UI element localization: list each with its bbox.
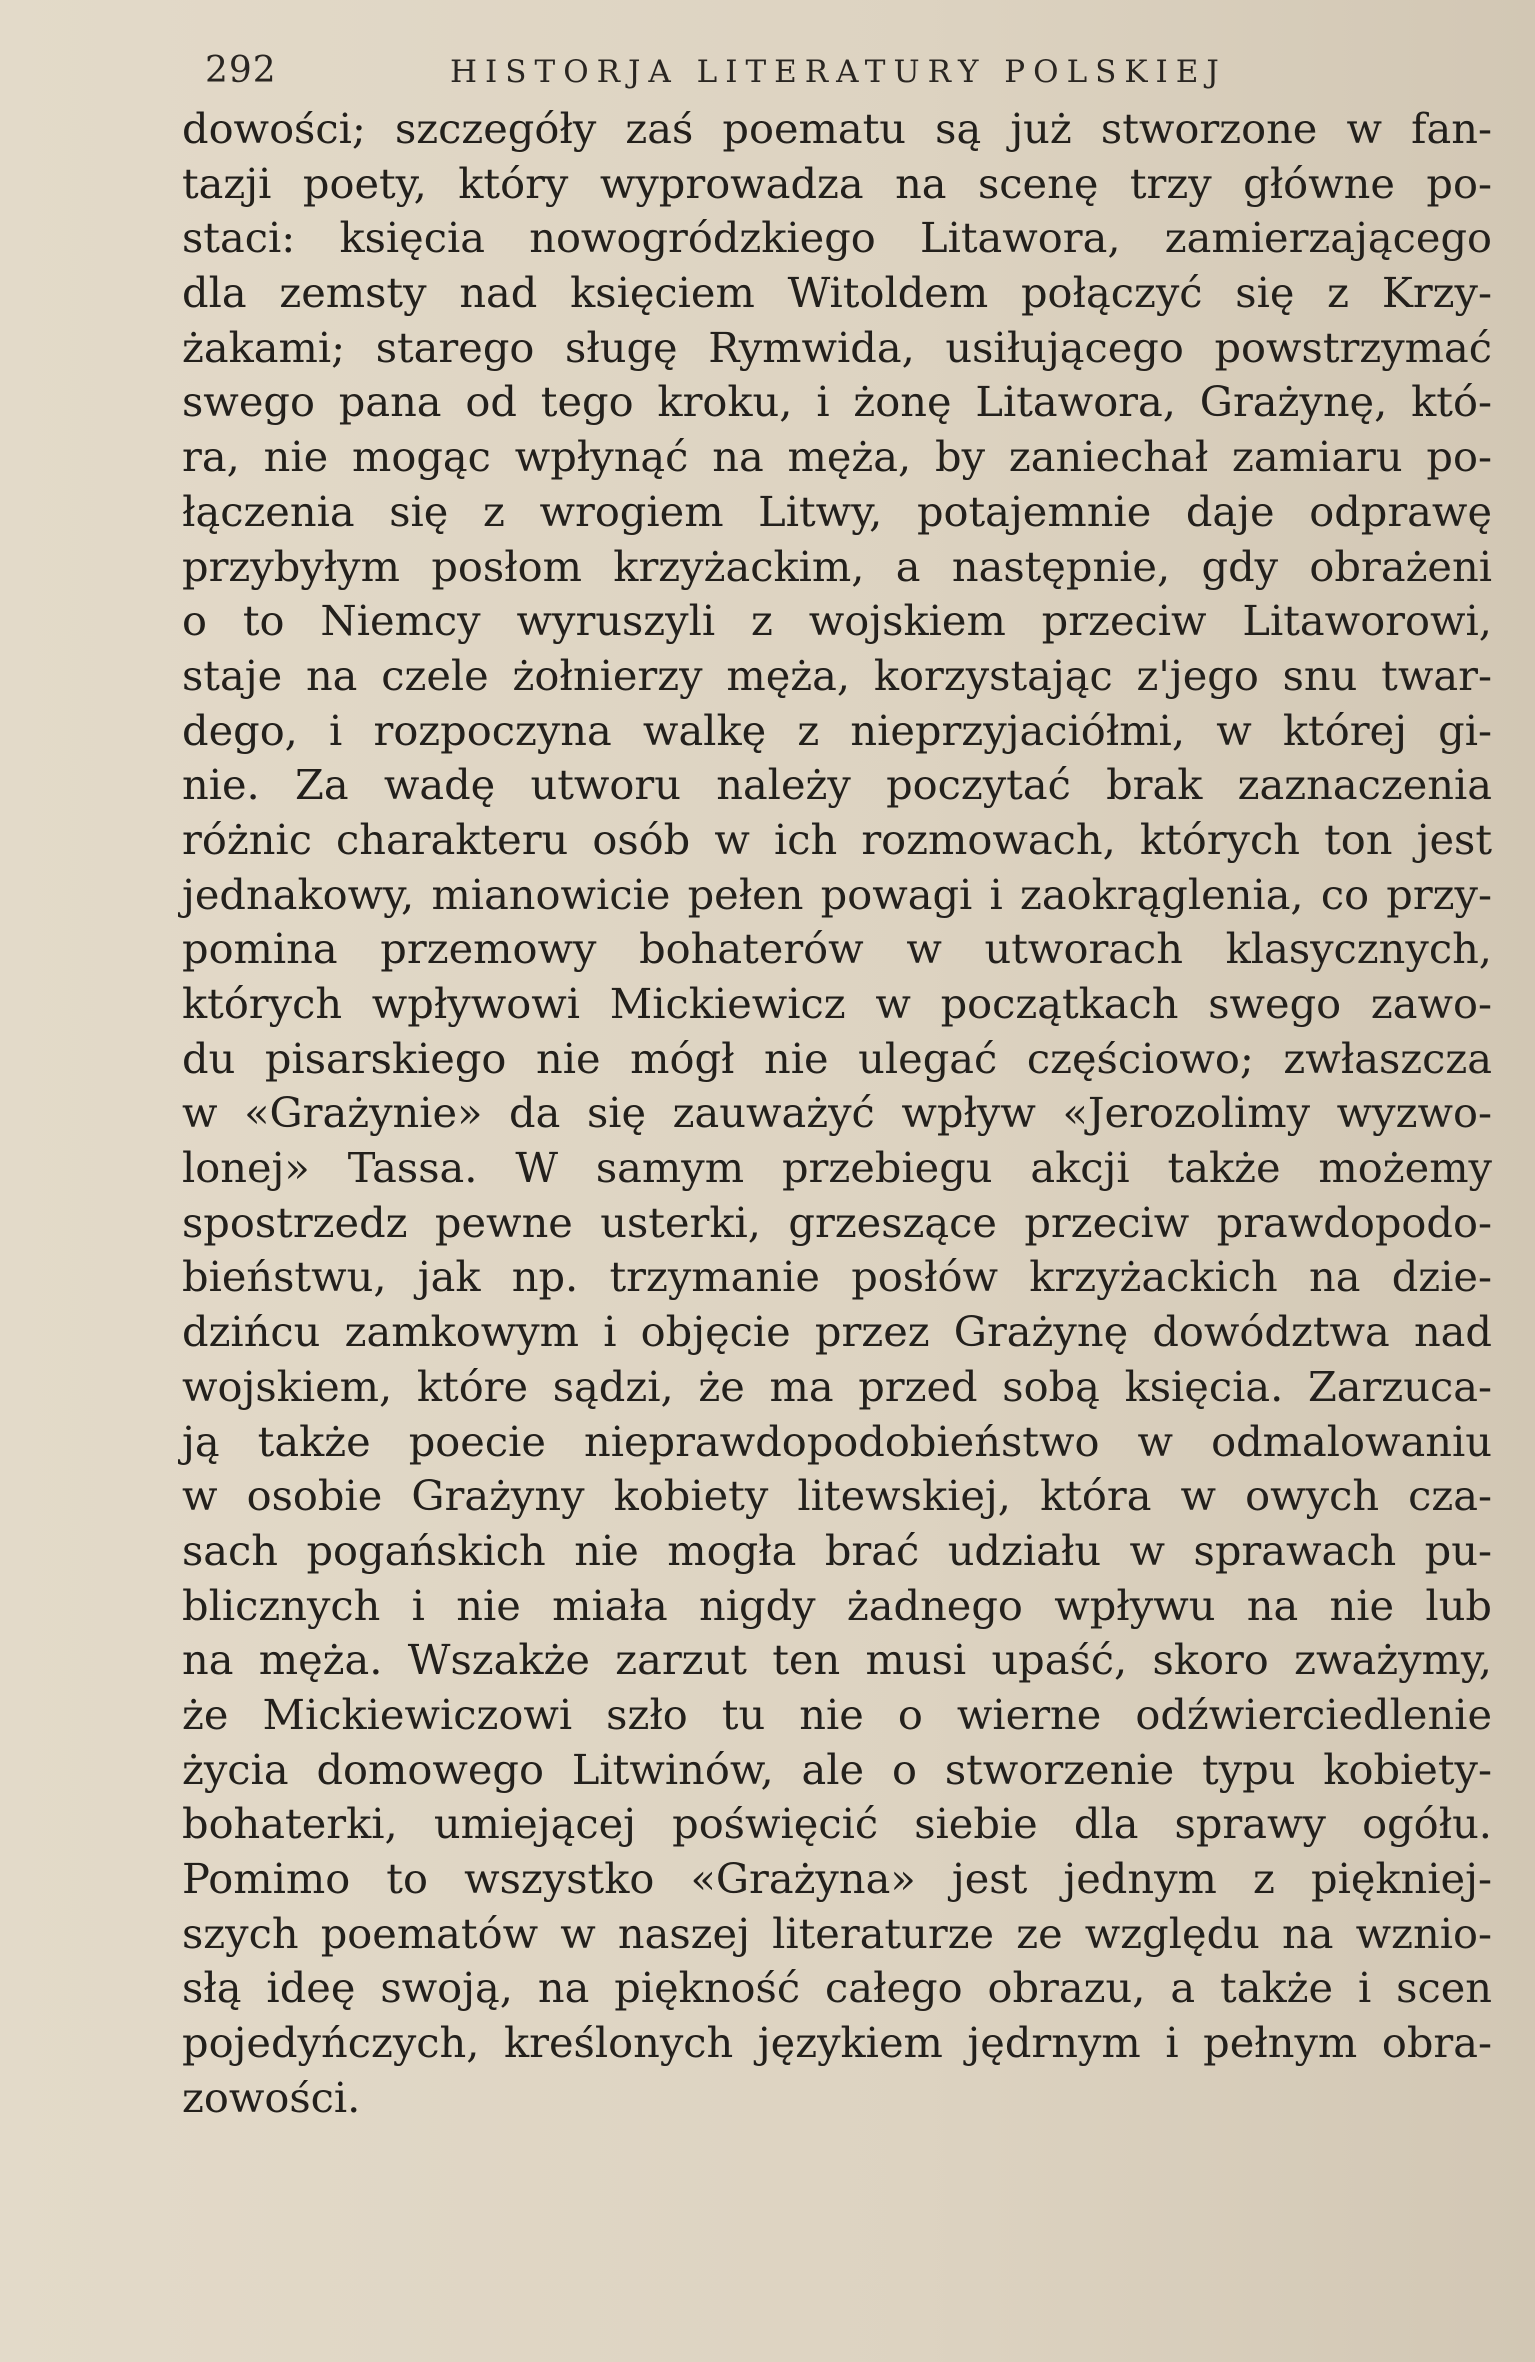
text-line: du pisarskiego nie mógł nie ulegać częściowo; zwłaszcza xyxy=(182,1033,1492,1083)
text-line: życia domowego Litwinów, ale o stworzenie typu kobiety- xyxy=(182,1744,1492,1794)
text-line: szych poematów w naszej literaturze ze względu na wznio- xyxy=(182,1908,1492,1958)
text-line: ją także poecie nieprawdopodobieństwo w odmalowaniu xyxy=(182,1416,1492,1466)
text-line: staje na czele żołnierzy męża, korzystając z'jego snu twar- xyxy=(182,650,1492,700)
text-line: lonej» Tassa. W samym przebiegu akcji także możemy xyxy=(182,1143,1492,1193)
text-line: w «Grażynie» da się zauważyć wpływ «Jerozolimy wyzwo- xyxy=(182,1088,1492,1138)
text-line: spostrzedz pewne usterki, grzeszące przeciw prawdopodo- xyxy=(182,1197,1492,1247)
text-line: pojedyńczych, kreślonych językiem jędrnym i pełnym obra- xyxy=(182,2018,1492,2068)
page-number: 292 xyxy=(205,50,277,91)
body-text xyxy=(182,102,1492,2125)
text-line: tazji poety, który wyprowadza na scenę trzy główne po- xyxy=(182,158,1492,208)
text-line: swego pana od tego kroku, i żonę Litawora, Grażynę, któ- xyxy=(182,377,1492,427)
text-line: nie. Za wadę utworu należy poczytać brak zaznaczenia xyxy=(182,760,1492,810)
running-title: HISTORJA LITERATURY POLSKIEJ xyxy=(450,54,1227,90)
text-line: o to Niemcy wyruszyli z wojskiem przeciw Litaworowi, xyxy=(182,596,1492,646)
text-line: dego, i rozpoczyna walkę z nieprzyjaciółmi, w której gi- xyxy=(182,705,1492,755)
text-line: łączenia się z wrogiem Litwy, potajemnie daje odprawę xyxy=(182,486,1492,536)
page-header xyxy=(0,40,1535,100)
text-line: których wpływowi Mickiewicz w początkach swego zawo- xyxy=(182,979,1492,1028)
text-line: zowości. xyxy=(182,2072,361,2122)
text-line: dzińcu zamkowym i objęcie przez Grażynę dowództwa nad xyxy=(182,1307,1492,1357)
text-line: pomina przemowy bohaterów w utworach klasycznych, xyxy=(182,924,1492,974)
text-line: na męża. Wszakże zarzut ten musi upaść, skoro zważymy, xyxy=(182,1635,1492,1685)
text-line: jednakowy, mianowicie pełen powagi i zaokrąglenia, co przy- xyxy=(182,869,1492,919)
text-line: Pomimo to wszystko «Grażyna» jest jednym z piękniej- xyxy=(182,1854,1492,1903)
text-line: ra, nie mogąc wpłynąć na męża, by zaniechał zamiaru po- xyxy=(182,432,1492,482)
text-line: żakami; starego sługę Rymwida, usiłującego powstrzymać xyxy=(182,322,1492,372)
text-line: przybyłym posłom krzyżackim, a następnie, gdy obrażeni xyxy=(182,541,1492,591)
text-line: w osobie Grażyny kobiety litewskiej, która w owych cza- xyxy=(182,1471,1492,1521)
text-line: sach pogańskich nie mogła brać udziału w sprawach pu- xyxy=(182,1525,1492,1575)
text-line: wojskiem, które sądzi, że ma przed sobą księcia. Zarzuca- xyxy=(182,1361,1492,1411)
text-line: dla zemsty nad księciem Witoldem połączyć się z Krzy- xyxy=(182,268,1492,318)
text-line: staci: księcia nowogródzkiego Litawora, zamierzającego xyxy=(182,213,1492,263)
text-line: bohaterki, umiejącej poświęcić siebie dla sprawy ogółu. xyxy=(182,1799,1492,1849)
text-line: że Mickiewiczowi szło tu nie o wierne odźwierciedlenie xyxy=(182,1689,1492,1739)
text-line: dowości; szczegóły zaś poematu są już stworzone w fan- xyxy=(182,104,1492,153)
text-line: blicznych i nie miała nigdy żadnego wpływu na nie lub xyxy=(182,1580,1492,1630)
text-line: słą ideę swoją, na piękność całego obrazu, a także i scen xyxy=(182,1963,1492,2013)
text-line: różnic charakteru osób w ich rozmowach, których ton jest xyxy=(182,814,1492,864)
text-line: bieństwu, jak np. trzymanie posłów krzyżackich na dzie- xyxy=(182,1252,1492,1302)
